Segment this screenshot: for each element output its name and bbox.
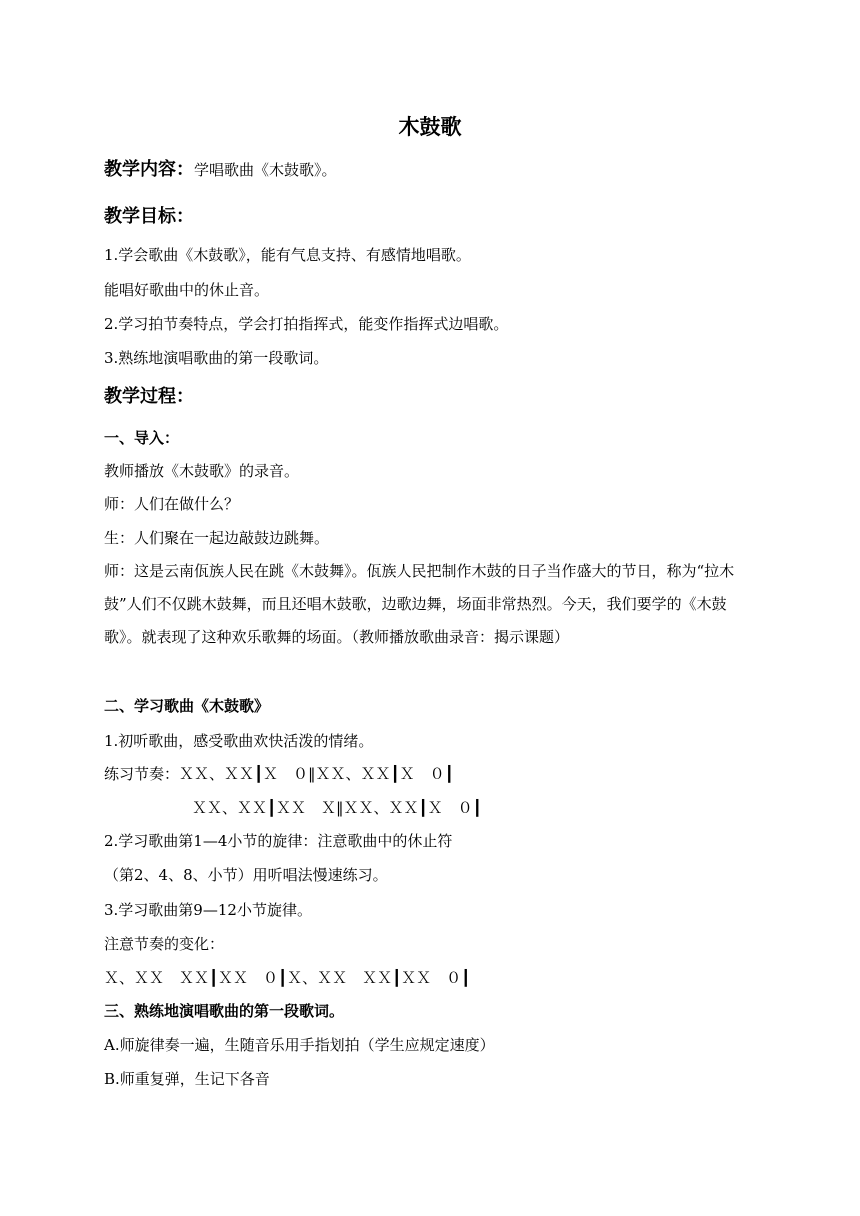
goal-item: 3.熟练地演唱歌曲的第一段歌词。 <box>104 349 329 367</box>
section-practice-heading: 三、熟练地演唱歌曲的第一段歌词。 <box>104 1002 345 1020</box>
rhythm-practice-line: Ｘ、ＸＸ ＸＸ┃ＸＸ ０┃Ｘ、ＸＸ ＸＸ┃ＸＸ ０┃ <box>104 969 471 987</box>
section-learn-line: 注意节奏的变化： <box>104 935 225 953</box>
rhythm-practice-line: ＸＸ、ＸＸ┃ＸＸ Ｘ‖ＸＸ、ＸＸ┃Ｘ ０┃ <box>192 799 482 817</box>
section-learn-line: 2.学习歌曲第1—4小节的旋律：注意歌曲中的休止符 <box>104 832 453 850</box>
section-learn-line: 3.学习歌曲第9—12小节旋律。 <box>104 901 312 919</box>
section-learn-line: 1.初听歌曲，感受歌曲欢快活泼的情绪。 <box>104 732 374 750</box>
goal-item: 2.学习拍节奏特点，学会打拍指挥式，能变作指挥式边唱歌。 <box>104 315 509 333</box>
section-intro-line: 师：人们在做什么？ <box>104 495 240 513</box>
section-learn-line: （第2、4、8、小节）用听唱法慢速练习。 <box>104 866 388 884</box>
section-intro-heading: 一、导入： <box>104 429 180 447</box>
goal-item: 能唱好歌曲中的休止音。 <box>104 281 270 299</box>
document-title: 木鼓歌 <box>398 115 462 139</box>
section-intro-paragraph: 师：这是云南佤族人民在跳《木鼓舞》。佤族人民把制作木鼓的日子当作盛大的节日，称为“拉木鼓”人们不仅跳木鼓舞，而且还唱木鼓歌，边歌边舞，场面非常热烈。今天，我们要学的《木鼓歌》。就表现了这种欢乐歌舞的场面。（教师播放歌曲录音：揭示课题） <box>104 562 735 646</box>
teaching-content-heading: 教学内容： <box>104 159 194 180</box>
section-intro-line: 生：人们聚在一起边敲鼓边跳舞。 <box>104 529 330 547</box>
section-learn-heading: 二、学习歌曲《木鼓歌》 <box>104 697 270 715</box>
teaching-content-text: 学唱歌曲《木鼓歌》。 <box>194 161 337 179</box>
teaching-content-row <box>104 158 762 182</box>
teaching-process-heading: 教学过程： <box>104 386 194 407</box>
teaching-goals-heading: 教学目标： <box>104 206 194 227</box>
section-practice-line: B.师重复弹，生记下各音 <box>104 1070 270 1088</box>
section-intro-line: 教师播放《木鼓歌》的录音。 <box>104 462 300 480</box>
goal-item: 1.学会歌曲《木鼓歌》，能有气息支持、有感情地唱歌。 <box>104 246 471 264</box>
section-practice-line: A.师旋律奏一遍，生随音乐用手指划拍（学生应规定速度） <box>104 1036 495 1054</box>
rhythm-practice-line: 练习节奏：ＸＸ、ＸＸ┃Ｘ ０‖ＸＸ、ＸＸ┃Ｘ ０┃ <box>104 765 454 783</box>
